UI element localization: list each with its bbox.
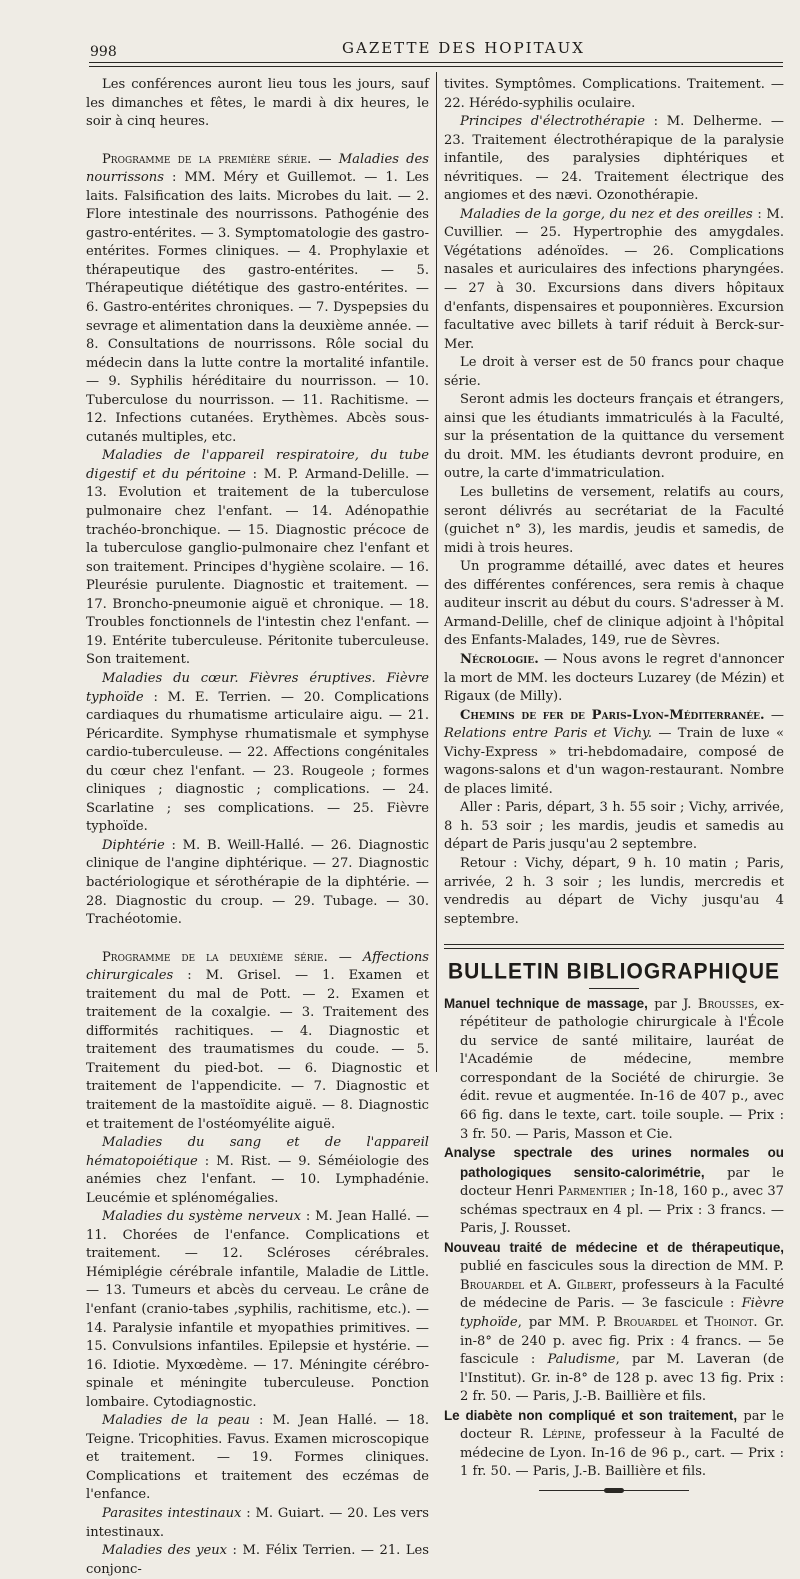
program-second-series: Programme de la deuxième série. — Affections chirurgicales : M. Grisel. — 1. Examen et traitement du mal de Pott. — 2. Examen et traitement de la coxalgie. — 3. Traitement des difformités rachitiques. — 4. Diagnostic et traitement des traumatismes du coude. — 5. Traitement du pied-bot. — 6. Diagnostic et traitement de l'appendicite. — 7. Diagnostic et traitement de la mastoïdite aiguë. — 8. Diagnostic et traitement de l'ostéomyélite aiguë. xyxy=(86,949,430,1132)
bulletin-rule-double xyxy=(444,948,784,949)
program-first-series: Programme de la première série. — Maladies des nourrissons : MM. Méry et Guillemot. — 1. Les laits. Falsification des laits. Microbes du lait. — 2. Flore intestinale des nourrissons. Pathogénie des gastro-entérites. — 3. Symptomatologie des gastro-entérites. Formes cliniques. — 4. Prophylaxie et thérapeutique des gastro-entérites. — 5. Thérapeutique diététique des gastro-entérites. — 6. Gastro-entérites chroniques. — 7. Dyspepsies du sevrage et alimentation dans la deuxième année. — 8. Consultations de nourrissons. Rôle social du médecin dans la lutte contre la mortalité infantile. — 9. Syphilis héréditaire du nourrisson. — 10. Tuberculose du nourrisson. — 11. Rachitisme. — 12. Infections cutanées. Erythèmes. Abcès sous-cutanés multiples, etc. xyxy=(86,151,430,445)
section-lead: Nécrologie. xyxy=(460,651,539,667)
paragraph-fee: Le droit à verser est de 50 francs pour chaque série. xyxy=(444,355,784,389)
section-lead: Chemins de fer de Paris-Lyon-Méditerranée. xyxy=(460,707,765,723)
paragraph-diphtheria: Diphtérie : M. B. Weill-Hallé. — 26. Diagnostic clinique de l'angine diphtérique. — 27. Diagnostic bactériologique et sérothérapie de la diphtérie. — 28. Diagnostic du croup. — 29. Tubage. — 30. Trachéotomie. xyxy=(86,837,429,928)
paragraph-admission: Seront admis les docteurs français et étrangers, ainsi que les étudiants immatriculés à la Faculté, sur la présentation de la quittance du versement du droit. MM. les étudiants devront produire, en outre, la carte d'immatriculation. xyxy=(444,392,784,482)
header-rule-double xyxy=(89,66,783,67)
column-divider xyxy=(436,72,437,1072)
intro-paragraph: Les conférences auront lieu tous les jours, sauf les dimanches et fêtes, le mardi à dix heures, le soir à cinq heures. xyxy=(86,77,429,130)
paragraph-heart: Maladies du cœur. Fièvres éruptives. Fièvre typhoïde : M. E. Terrien. — 20. Complications cardiaques du rhumatisme articulaire aigu. — 21. Péricardite. Symphyse rhumatismale et symphyse cardio-tuberculeuse. — 22. Affections congénitales du cœur chez l'enfant. — 23. Rougeole ; formes cliniques ; diagnostic ; complications. — 24. Scarlatine ; ses complications. — 25. Fièvre typhoïde. xyxy=(86,670,429,835)
bulletin-title: BULLETIN BIBLIOGRAPHIQUE xyxy=(448,959,780,984)
paragraph-electrotherapy: Principes d'électrothérapie : M. Delherme. — 23. Traitement électrothérapique de la paralysie infantile, des paralysies diphtériques et névritiques. — 24. Traitement électrique des angiomes et des nævi. Ozonothérapie. xyxy=(444,114,784,204)
bib-entry-urines: Analyse spectrale des urines normales ou pathologiques sensito-calorimétrie, par le docteur Henri Parmentier ; In-18, 160 p., avec 37 schémas spectraux en 4 pl. — Prix : 3 francs. — Paris, J. Rousset. xyxy=(444,1145,784,1237)
continuation-paragraph: tivites. Symptômes. Complications. Traitement. — 22. Hérédo-syphilis oculaire. xyxy=(444,77,784,111)
paragraph-ent: Maladies de la gorge, du nez et des oreilles : M. Cuvillier. — 25. Hypertrophie des amygdales. Végétations adénoïdes. — 26. Complications nasales et auriculaires des infections pharyngées. — 27 à 30. Excursions dans divers hôpitaux d'enfants, dispensaires et pouponnières. Excursion facultative avec billets à tarif réduit à Berck-sur-Mer. xyxy=(444,206,784,352)
paragraph-blood: Maladies du sang et de l'appareil hématopoiétique : M. Rist. — 9. Séméiologie des anémies chez l'enfant. — 10. Lymphadénie. Leucémie et splénomégalies. xyxy=(86,1135,429,1206)
paragraph-respiratory: Maladies de l'appareil respiratoire, du tube digestif et du péritoine : M. P. Armand-Delille. — 13. Evolution et traitement de la tuberculose pulmonaire chez l'enfant. — 14. Adénopathie trachéo-bronchique. — 15. Diagnostic précoce de la tuberculose ganglio-pulmonaire chez l'enfant et son traitement. Principes d'hygiène scolaire. — 16. Pleurésie purulente. Diagnostic et traitement. — 17. Broncho-pneumonie aiguë et chronique. — 18. Troubles fonctionnels de l'intestin chez l'enfant. — 19. Entérite tuberculeuse. Péritonite tuberculeuse. Son traitement. xyxy=(86,448,429,668)
section-lead: Programme de la deuxième série. xyxy=(102,949,328,965)
left-column xyxy=(86,76,429,1579)
paragraph-parasites: Parasites intestinaux : M. Guiart. — 20. Les vers intestinaux. xyxy=(86,1506,430,1540)
bulletin-underline xyxy=(589,988,639,989)
paragraph-return: Retour : Vichy, départ, 9 h. 10 matin ; Paris, arrivée, 2 h. 3 soir ; les lundis, mercredis et vendredis au départ de Vichy jusqu'au 4 septembre. xyxy=(444,855,784,927)
paragraph-program-detail: Un programme détaillé, avec dates et heures des différentes conférences, sera remis à chaque auditeur inscrit au début du cours. S'adresser à M. Armand-Delille, chef de clinique adjoint à l'hôpital des Enfants-Malades, 149, rue de Sèvres. xyxy=(444,559,784,649)
paragraph-eyes: Maladies des yeux : M. Félix Terrien. — 21. Les conjonc- xyxy=(86,1543,429,1577)
paragraph-railway: Chemins de fer de Paris-Lyon-Méditerranée. — Relations entre Paris et Vichy. — Train de luxe « Vichy-Express » tri-hebdomadaire, composé de wagons-salons et d'un wagon-restaurant. Nombre de places limité. xyxy=(444,707,784,797)
section-lead: Programme de la première série. xyxy=(102,151,312,167)
right-column xyxy=(444,76,784,1494)
header-rule xyxy=(89,62,783,63)
end-ornament xyxy=(539,1488,689,1494)
paragraph-nervous: Maladies du système nerveux : M. Jean Hallé. — 11. Chorées de l'enfance. Complications et traitement. — 12. Scléroses cérébrales. Hémiplégie cérébrale infantile, Maladie de Little. — 13. Tumeurs et abcès du cerveau. Le crâne de l'enfant (cranio-tabes ,syphilis, rachitisme, etc.). — 14. Paralysie infantile et myopathies primitives. — 15. Convulsions infantiles. Epilepsie et hystérie. — 16. Idiotie. Myxœdème. — 17. Méningite cérébro-spinale et méningite tuberculeuse. Ponction lombaire. Cytodiagnostic. xyxy=(86,1209,429,1410)
paragraph-necrology: Nécrologie. — Nous avons le regret d'annoncer la mort de MM. les docteurs Luzarey (de Mézin) et Rigaux (de Milly). xyxy=(444,651,784,705)
bib-entry-diabete: Le diabète non compliqué et son traitement, par le docteur R. Lépine, professeur à la Faculté de médecine de Lyon. In-16 de 96 p., cart. — Prix : 1 fr. 50. — Paris, J.-B. Baillière et fils. xyxy=(444,1407,784,1480)
paragraph-bulletins: Les bulletins de versement, relatifs au cours, seront délivrés au secrétariat de la Faculté (guichet n° 3), les mardis, jeudis et samedis, de midi à trois heures. xyxy=(444,485,784,556)
bib-entry-traite: Nouveau traité de médecine et de thérapeutique, publié en fascicules sous la direction de MM. P. Brouardel et A. Gilbert, professeurs à la Faculté de médecine de Paris. — 3e fascicule : Fièvre typhoïde, par MM. P. Brouardel et Thoinot. Gr. in-8° de 240 p. avec fig. Prix : 4 francs. — 5e fascicule : Paludisme, par M. Laveran (de l'Institut). Gr. in-8° de 128 p. avec 13 fig. Prix : 2 fr. 50. — Paris, J.-B. Baillière et fils. xyxy=(444,1239,784,1405)
bulletin-heading xyxy=(444,944,784,989)
running-head: GAZETTE DES HOPITAUX xyxy=(342,39,585,57)
page-number: 998 xyxy=(90,44,117,60)
paragraph-skin: Maladies de la peau : M. Jean Hallé. — 18. Teigne. Tricophities. Favus. Examen microscopique et traitement. — 19. Formes cliniques. Complications et traitement des eczémas de l'enfance. xyxy=(86,1413,429,1503)
paragraph-outbound: Aller : Paris, départ, 3 h. 55 soir ; Vichy, arrivée, 8 h. 53 soir ; les mardis, jeudis et samedis au départ de Paris jusqu'au 2 septembre. xyxy=(444,800,784,853)
bulletin-rule xyxy=(444,944,784,945)
bib-entry-massage: Manuel technique de massage, par J. Brousses, ex-répétiteur de pathologie chirurgicale à l'École du service de santé militaire, lauréat de l'Académie de médecine, membre correspondant de la Société de chirurgie. 3e édit. revue et augmentée. In-16 de 407 p., avec 66 fig. dans le texte, cart. toile souple. — Prix : 3 fr. 50. — Paris, Masson et Cie. xyxy=(444,995,784,1142)
